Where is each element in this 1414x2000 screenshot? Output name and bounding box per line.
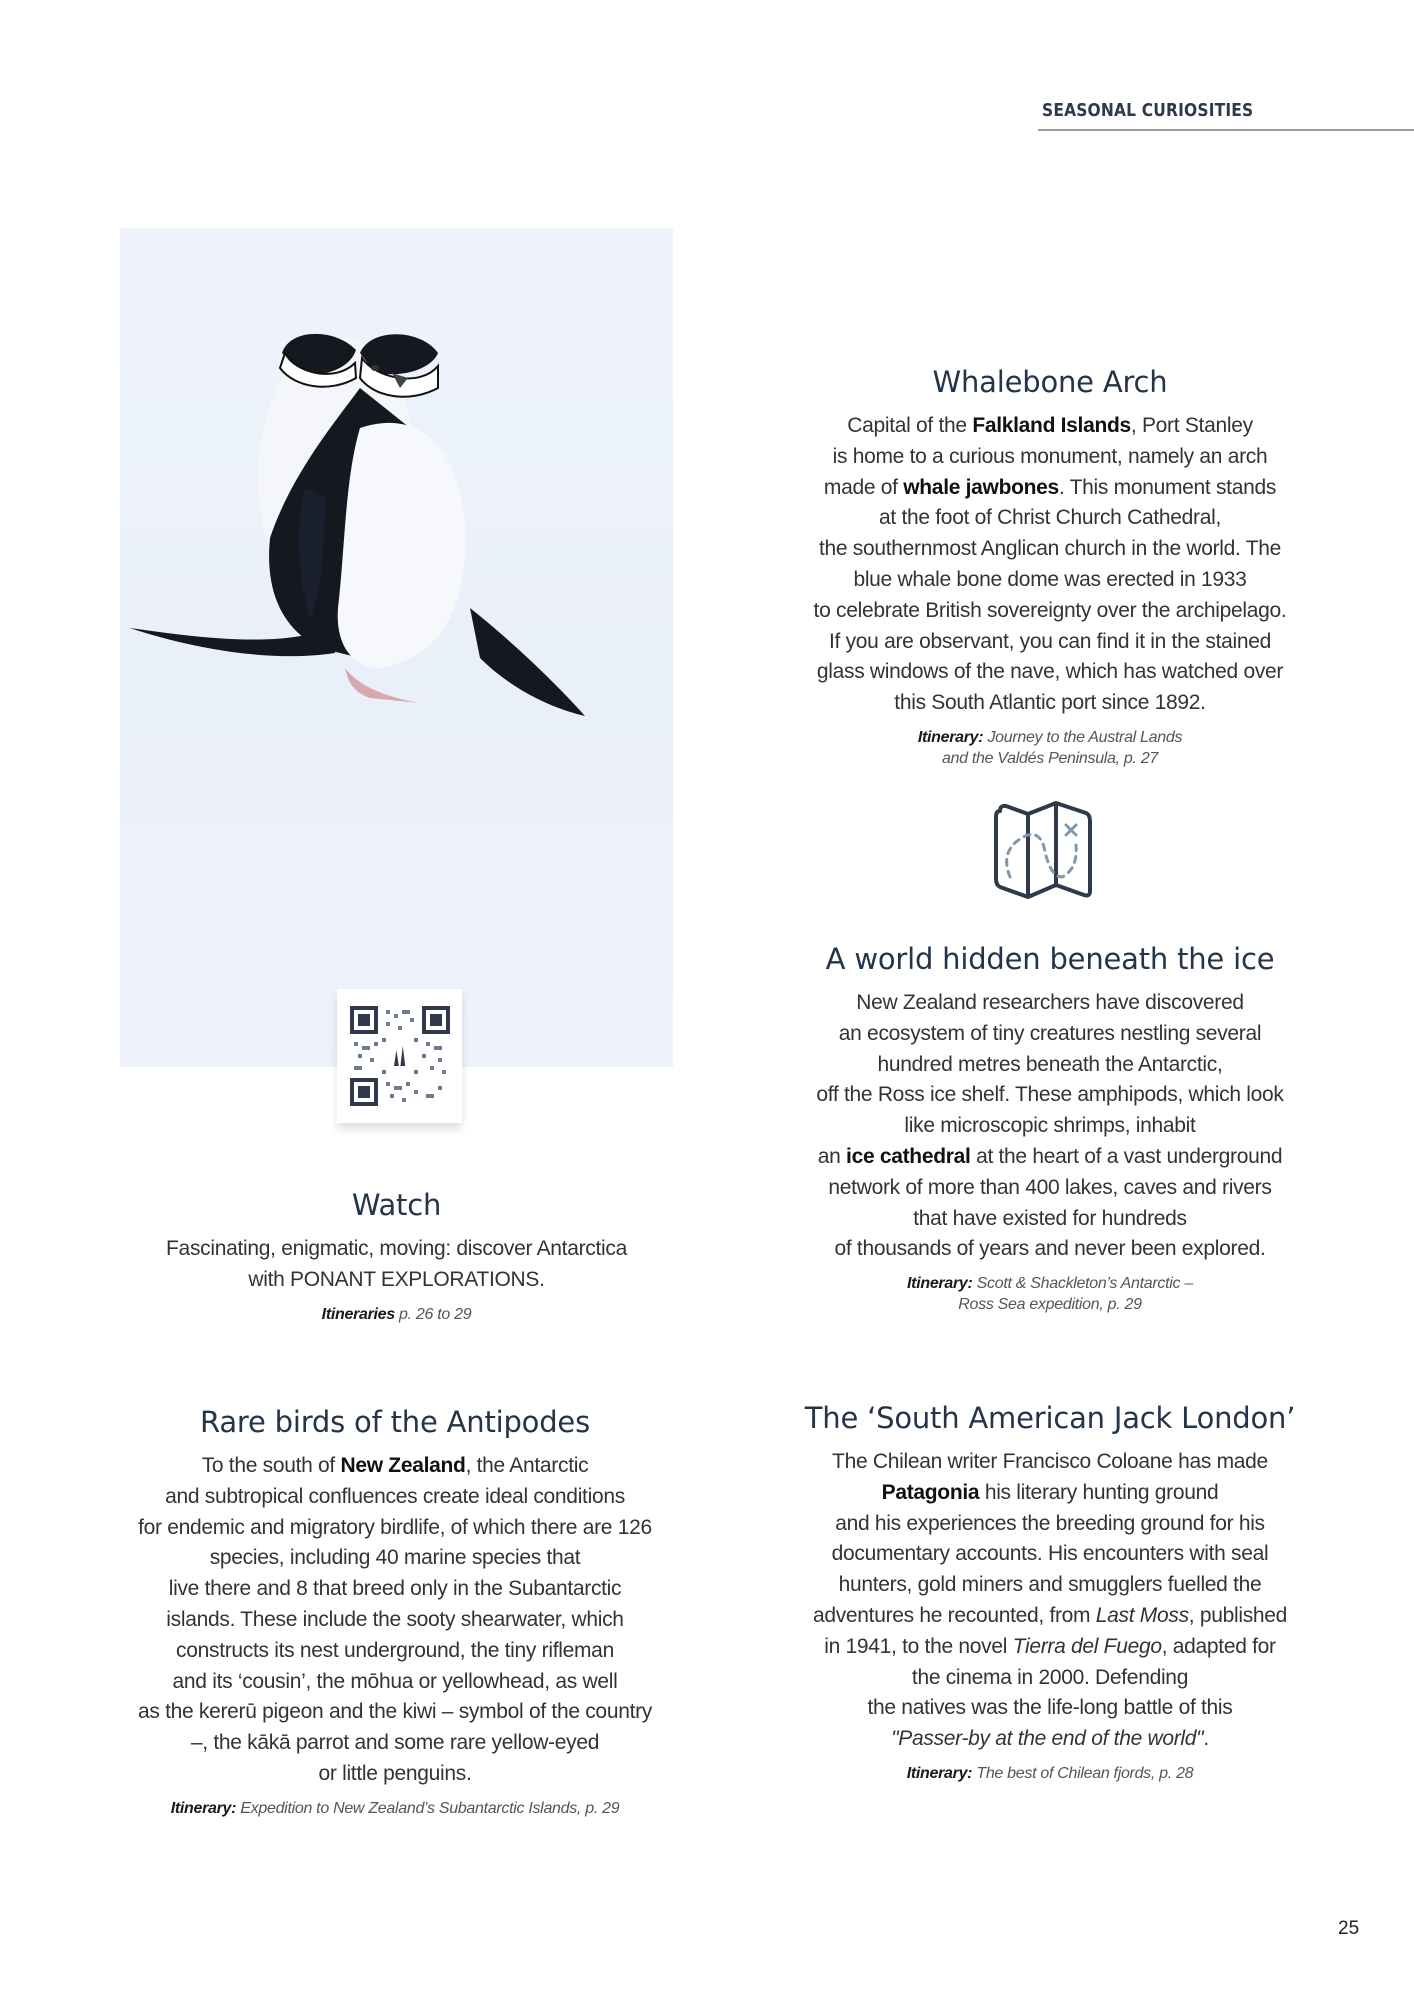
body-line: New Zealand researchers have discovered [856, 991, 1244, 1014]
itinerary-text: Journey to the Austral Lands [987, 728, 1183, 746]
itinerary-text: Scott & Shackleton’s Antarctic – [976, 1275, 1193, 1293]
emphasis-bold: Falkland Islands [972, 414, 1131, 437]
body-line: made of whale jawbones. This monument stands [823, 475, 1277, 499]
body-line: adventures he recounted, from Last Moss, published [812, 1603, 1288, 1627]
itinerary-text: p. 26 to 29 [394, 1305, 472, 1323]
body-line: with PONANT EXPLORATIONS. [248, 1267, 545, 1291]
itinerary-text: Ross Sea expedition, p. 29 [958, 1296, 1142, 1314]
article-body [780, 411, 1320, 719]
article-body [780, 988, 1320, 1265]
itinerary-label: Itinerary: [907, 1275, 973, 1293]
itinerary-label: Itinerary: [906, 1764, 973, 1782]
body-line: Capital of the Falkland Islands, Port Stanley [847, 414, 1253, 437]
itinerary-label: Itinerary: [170, 1799, 237, 1817]
emphasis-italic: Last Moss [1095, 1603, 1189, 1627]
emphasis-bold: Patagonia [881, 1480, 980, 1504]
emphasis-italic: "Passer-by at the end of the world" [891, 1727, 1204, 1751]
page-number: 25 [1338, 1918, 1360, 1939]
itinerary-reference[interactable] [780, 1763, 1320, 1784]
itinerary-text: The best of Chilean fjords, p. 28 [972, 1764, 1194, 1782]
article-body [110, 1451, 680, 1790]
folded-map-icon [986, 797, 1098, 903]
article-title: The ‘South American Jack London’ [804, 1401, 1296, 1435]
itinerary-reference[interactable] [110, 1798, 680, 1819]
body-line: islands. These include the sooty shearwater, which [166, 1607, 624, 1631]
body-line: "Passer-by at the end of the world". [891, 1727, 1209, 1751]
body-line: Fascinating, enigmatic, moving: discover Antarctica [166, 1237, 627, 1260]
body-line: the cinema in 2000. Defending [911, 1665, 1189, 1689]
body-line: that have existed for hundreds [913, 1206, 1187, 1230]
body-line: of thousands of years and never been explored. [834, 1237, 1266, 1261]
article-south-american-jack-london [780, 1401, 1320, 1784]
article-title: Whalebone Arch [932, 365, 1168, 399]
body-line: at the foot of Christ Church Cathedral, [879, 506, 1221, 530]
itinerary-reference[interactable] [780, 727, 1320, 769]
emphasis-italic: Tierra del Fuego [1012, 1634, 1162, 1658]
itinerary-text: Expedition to New Zealand’s Subantarctic Islands, p. 29 [236, 1799, 620, 1817]
body-line: live there and 8 that breed only in the Subantarctic [168, 1577, 622, 1601]
body-line: The Chilean writer Francisco Coloane has made [832, 1450, 1268, 1473]
emphasis-bold: New Zealand [340, 1454, 466, 1477]
emphasis-bold: ice cathedral [846, 1144, 971, 1168]
body-line: hunters, gold miners and smugglers fuelled the [838, 1573, 1262, 1597]
body-line: like microscopic shrimps, inhabit [904, 1114, 1196, 1138]
body-line: To the south of New Zealand, the Antarctic [201, 1454, 589, 1477]
body-line: the southernmost Anglican church in the world. The [818, 537, 1282, 561]
body-line: If you are observant, you can find it in the stained [828, 629, 1271, 653]
article-watch [120, 1188, 673, 1325]
qr-code-card[interactable] [337, 989, 462, 1123]
body-line: in 1941, to the novel Tierra del Fuego, adapted for [824, 1634, 1276, 1658]
section-header [1038, 100, 1414, 131]
body-line: off the Ross ice shelf. These amphipods, which look [816, 1083, 1284, 1107]
article-title: Rare birds of the Antipodes [200, 1405, 590, 1439]
body-line: for endemic and migratory birdlife, of which there are 126 [138, 1515, 652, 1539]
penguins-illustration [120, 228, 673, 1067]
body-line: constructs its nest underground, the tiny rifleman [176, 1638, 614, 1662]
body-line: species, including 40 marine species that [209, 1546, 581, 1570]
body-line: this South Atlantic port since 1892. [894, 691, 1206, 715]
qr-code-icon [350, 1006, 450, 1106]
article-world-beneath-ice [780, 942, 1320, 1315]
body-line: and its ‘cousin’, the mōhua or yellowhead, as well [172, 1669, 618, 1693]
itinerary-label: Itineraries [321, 1305, 395, 1323]
body-line: hundred metres beneath the Antarctic, [877, 1052, 1223, 1076]
body-line: documentary accounts. His encounters with seal [831, 1542, 1269, 1566]
body-line: the natives was the life-long battle of this [867, 1696, 1233, 1720]
article-rare-birds [110, 1405, 680, 1819]
body-line: network of more than 400 lakes, caves and rivers [828, 1175, 1272, 1199]
body-line: an ecosystem of tiny creatures nestling several [838, 1021, 1262, 1045]
body-line: or little penguins. [318, 1761, 472, 1785]
body-line: glass windows of the nave, which has watched over [816, 660, 1284, 684]
article-title: A world hidden beneath the ice [825, 942, 1275, 976]
itinerary-reference[interactable] [120, 1304, 673, 1325]
emphasis-bold: whale jawbones [903, 475, 1059, 499]
article-title: Watch [351, 1188, 442, 1222]
body-line: –, the kākā parrot and some rare yellow-eyed [190, 1731, 600, 1755]
body-line: is home to a curious monument, namely an arch [832, 444, 1268, 468]
article-body [780, 1447, 1320, 1755]
body-line: an ice cathedral at the heart of a vast underground [817, 1144, 1283, 1168]
body-line: to celebrate British sovereignty over the archipelago. [813, 598, 1287, 622]
article-whalebone-arch [780, 365, 1320, 769]
penguin-photo [120, 228, 673, 1067]
body-line: Patagonia his literary hunting ground [881, 1480, 1219, 1504]
itinerary-label: Itinerary: [917, 728, 984, 746]
body-line: as the kererū pigeon and the kiwi – symbol of the country [137, 1700, 653, 1724]
body-line: and subtropical confluences create ideal conditions [165, 1484, 625, 1508]
itinerary-text: and the Valdés Peninsula, p. 27 [941, 749, 1159, 767]
itinerary-reference[interactable] [780, 1273, 1320, 1315]
section-title: SEASONAL CURIOSITIES [1042, 100, 1254, 121]
body-line: and his experiences the breeding ground for his [835, 1511, 1265, 1535]
body-line: blue whale bone dome was erected in 1933 [853, 567, 1247, 591]
article-body [120, 1234, 673, 1296]
